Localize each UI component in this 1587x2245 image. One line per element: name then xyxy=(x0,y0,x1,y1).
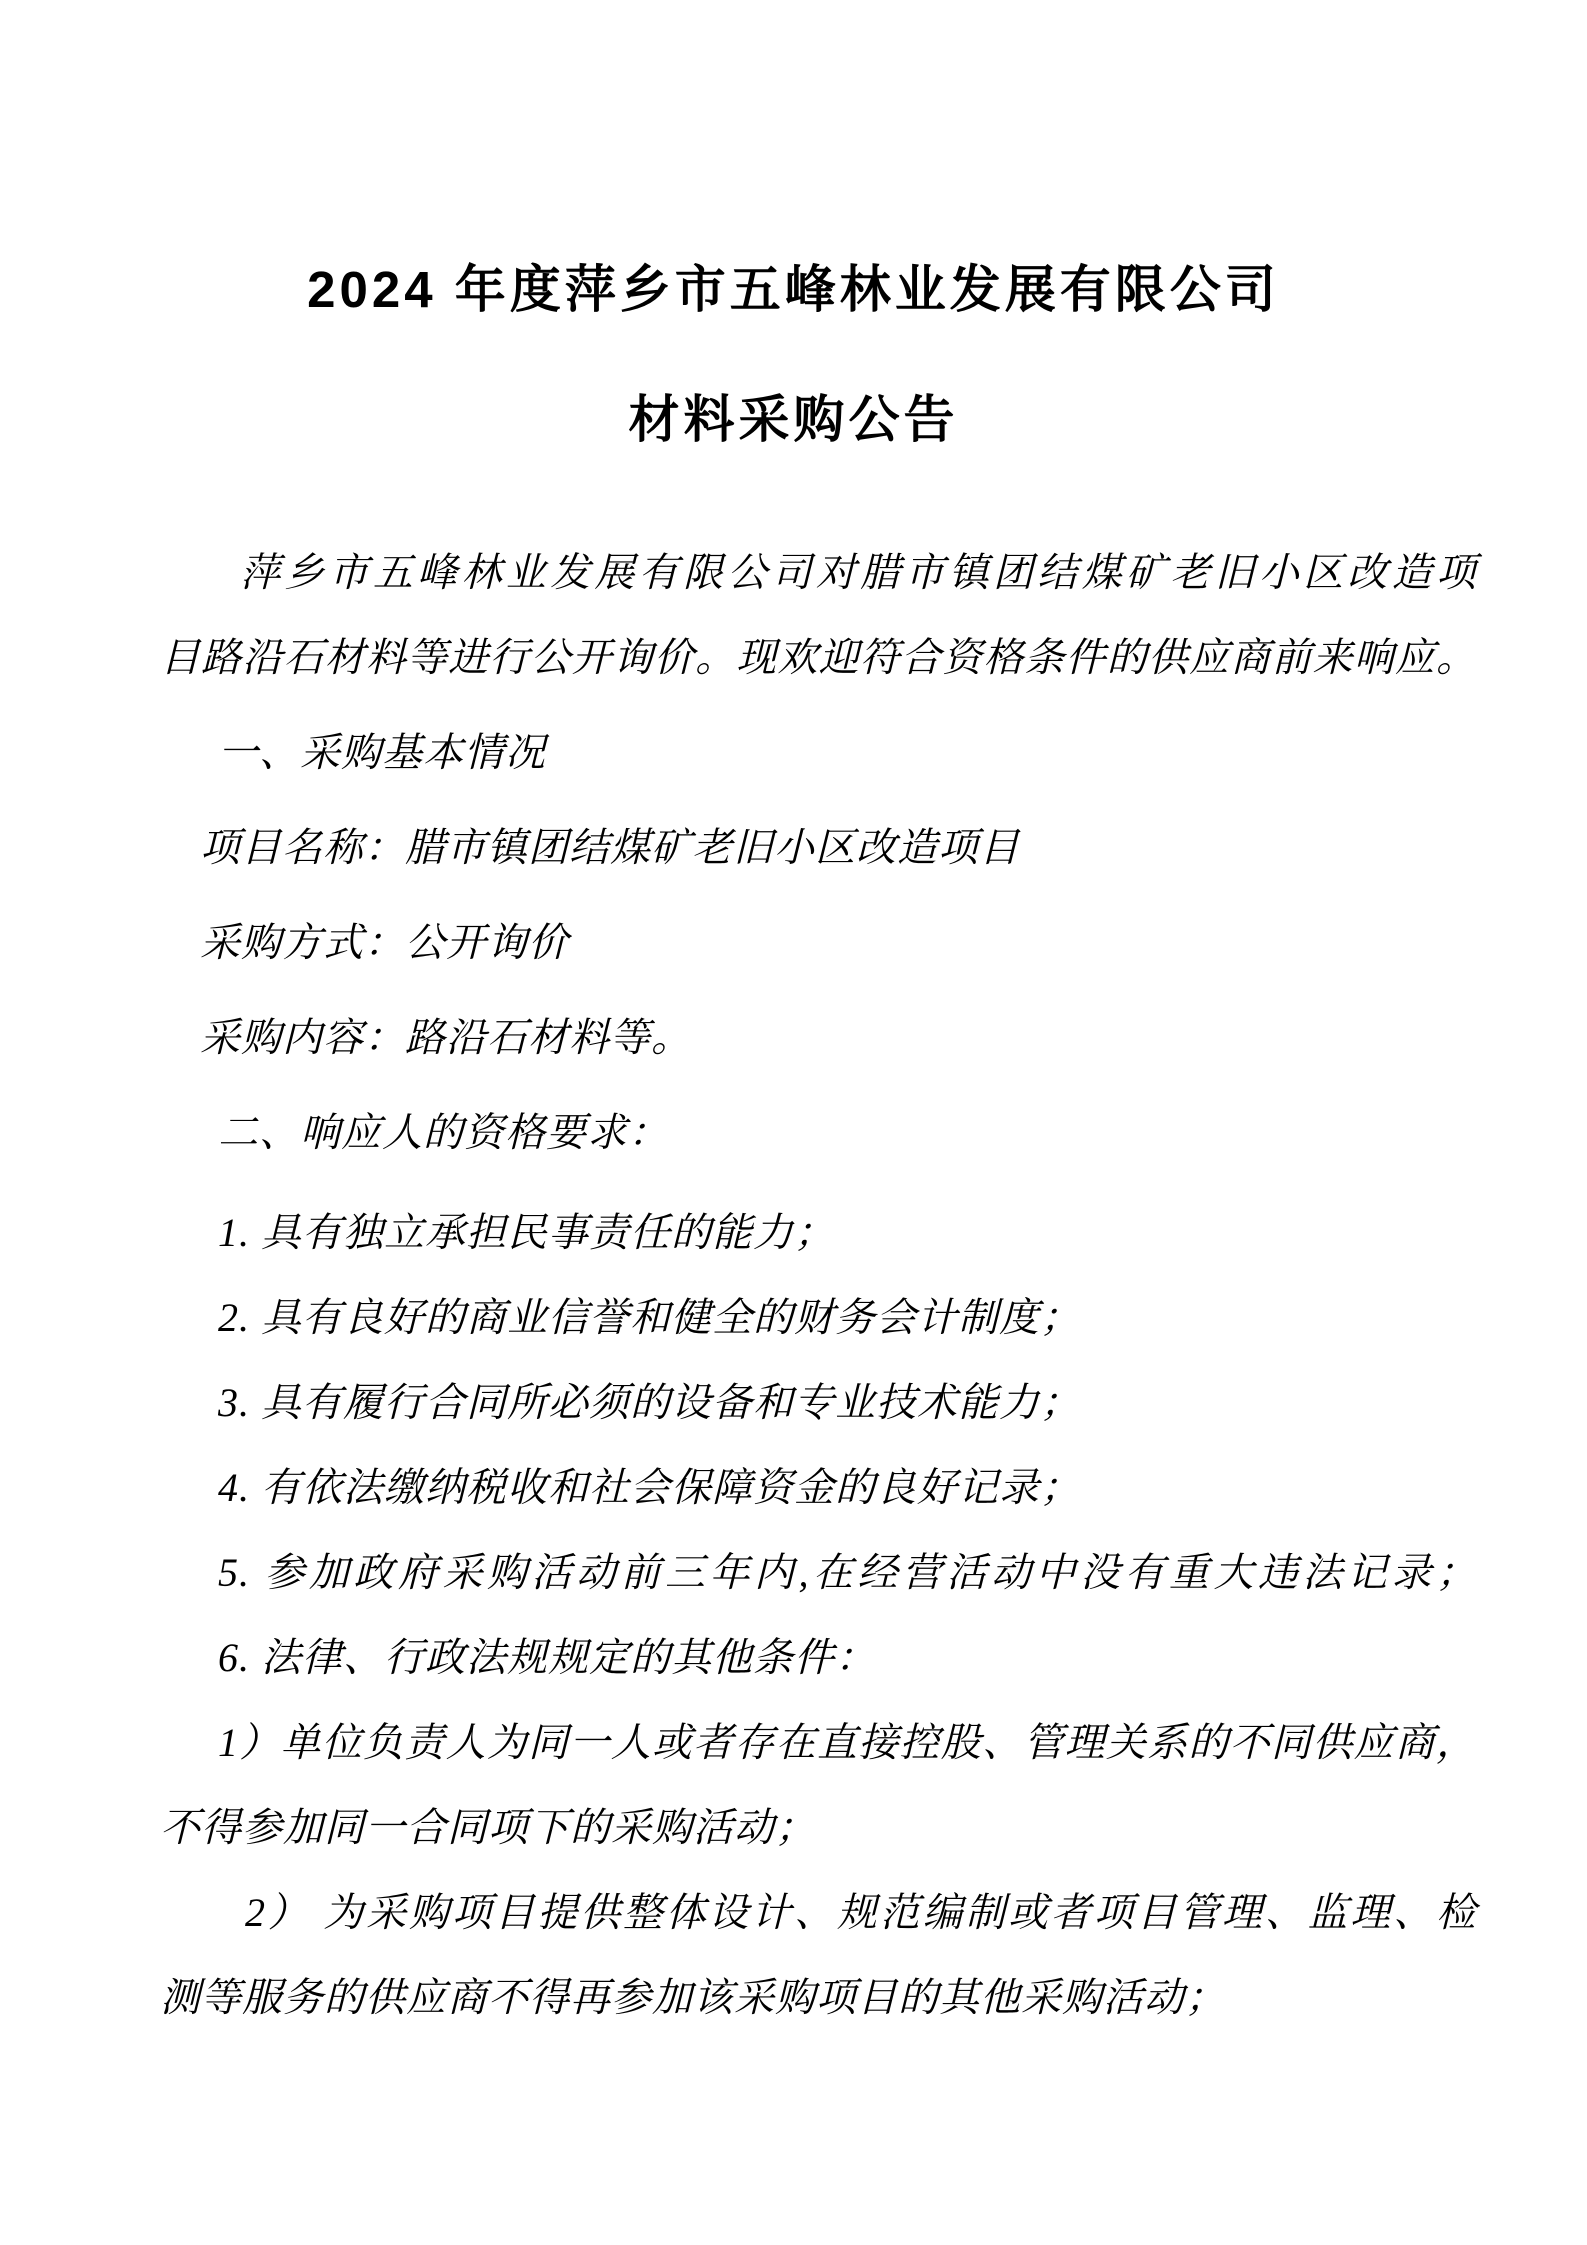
qualification-item-5: 5. 参加政府采购活动前三年内,在经营活动中没有重大违法记录； xyxy=(218,1550,1477,1595)
sub-condition-2-line2: 测等服务的供应商不得再参加该采购项目的其他采购活动； xyxy=(160,1975,1226,2020)
qualification-item-6: 6. 法律、行政法规规定的其他条件： xyxy=(218,1635,876,1680)
document-title-line2: 材料采购公告 xyxy=(628,391,959,448)
document-title-line1: 2024 年度萍乡市五峰林业发展有限公司 xyxy=(307,261,1280,318)
document-body xyxy=(160,530,1477,2040)
qualification-item-3: 3. 具有履行合同所必须的设备和专业技术能力； xyxy=(218,1380,1081,1425)
section2-heading: 二、响应人的资格要求： xyxy=(218,1110,669,1155)
section1-heading: 一、采购基本情况 xyxy=(218,730,546,775)
sub-condition-2-line1: 2） 为采购项目提供整体设计、规范编制或者项目管理、监理、检 xyxy=(245,1890,1477,1935)
sub-condition-1-line2: 不得参加同一合同项下的采购活动； xyxy=(160,1805,816,1850)
qualification-item-1: 1. 具有独立承担民事责任的能力； xyxy=(218,1210,835,1255)
intro-paragraph-line2: 目路沿石材料等进行公开询价。现欢迎符合资格条件的供应商前来响应。 xyxy=(160,635,1477,680)
purchase-method-line: 采购方式：公开询价 xyxy=(200,920,569,965)
purchase-content-line: 采购内容：路沿石材料等。 xyxy=(200,1015,692,1060)
qualification-item-2: 2. 具有良好的商业信誉和健全的财务会计制度； xyxy=(218,1295,1081,1340)
qualification-item-4: 4. 有依法缴纳税收和社会保障资金的良好记录； xyxy=(218,1465,1081,1510)
intro-paragraph-line1: 萍乡市五峰林业发展有限公司对腊市镇团结煤矿老旧小区改造项 xyxy=(240,550,1477,595)
sub-condition-1-line1: 1）单位负责人为同一人或者存在直接控股、管理关系的不同供应商， xyxy=(218,1720,1477,1765)
project-name-line: 项目名称：腊市镇团结煤矿老旧小区改造项目 xyxy=(200,825,1020,870)
